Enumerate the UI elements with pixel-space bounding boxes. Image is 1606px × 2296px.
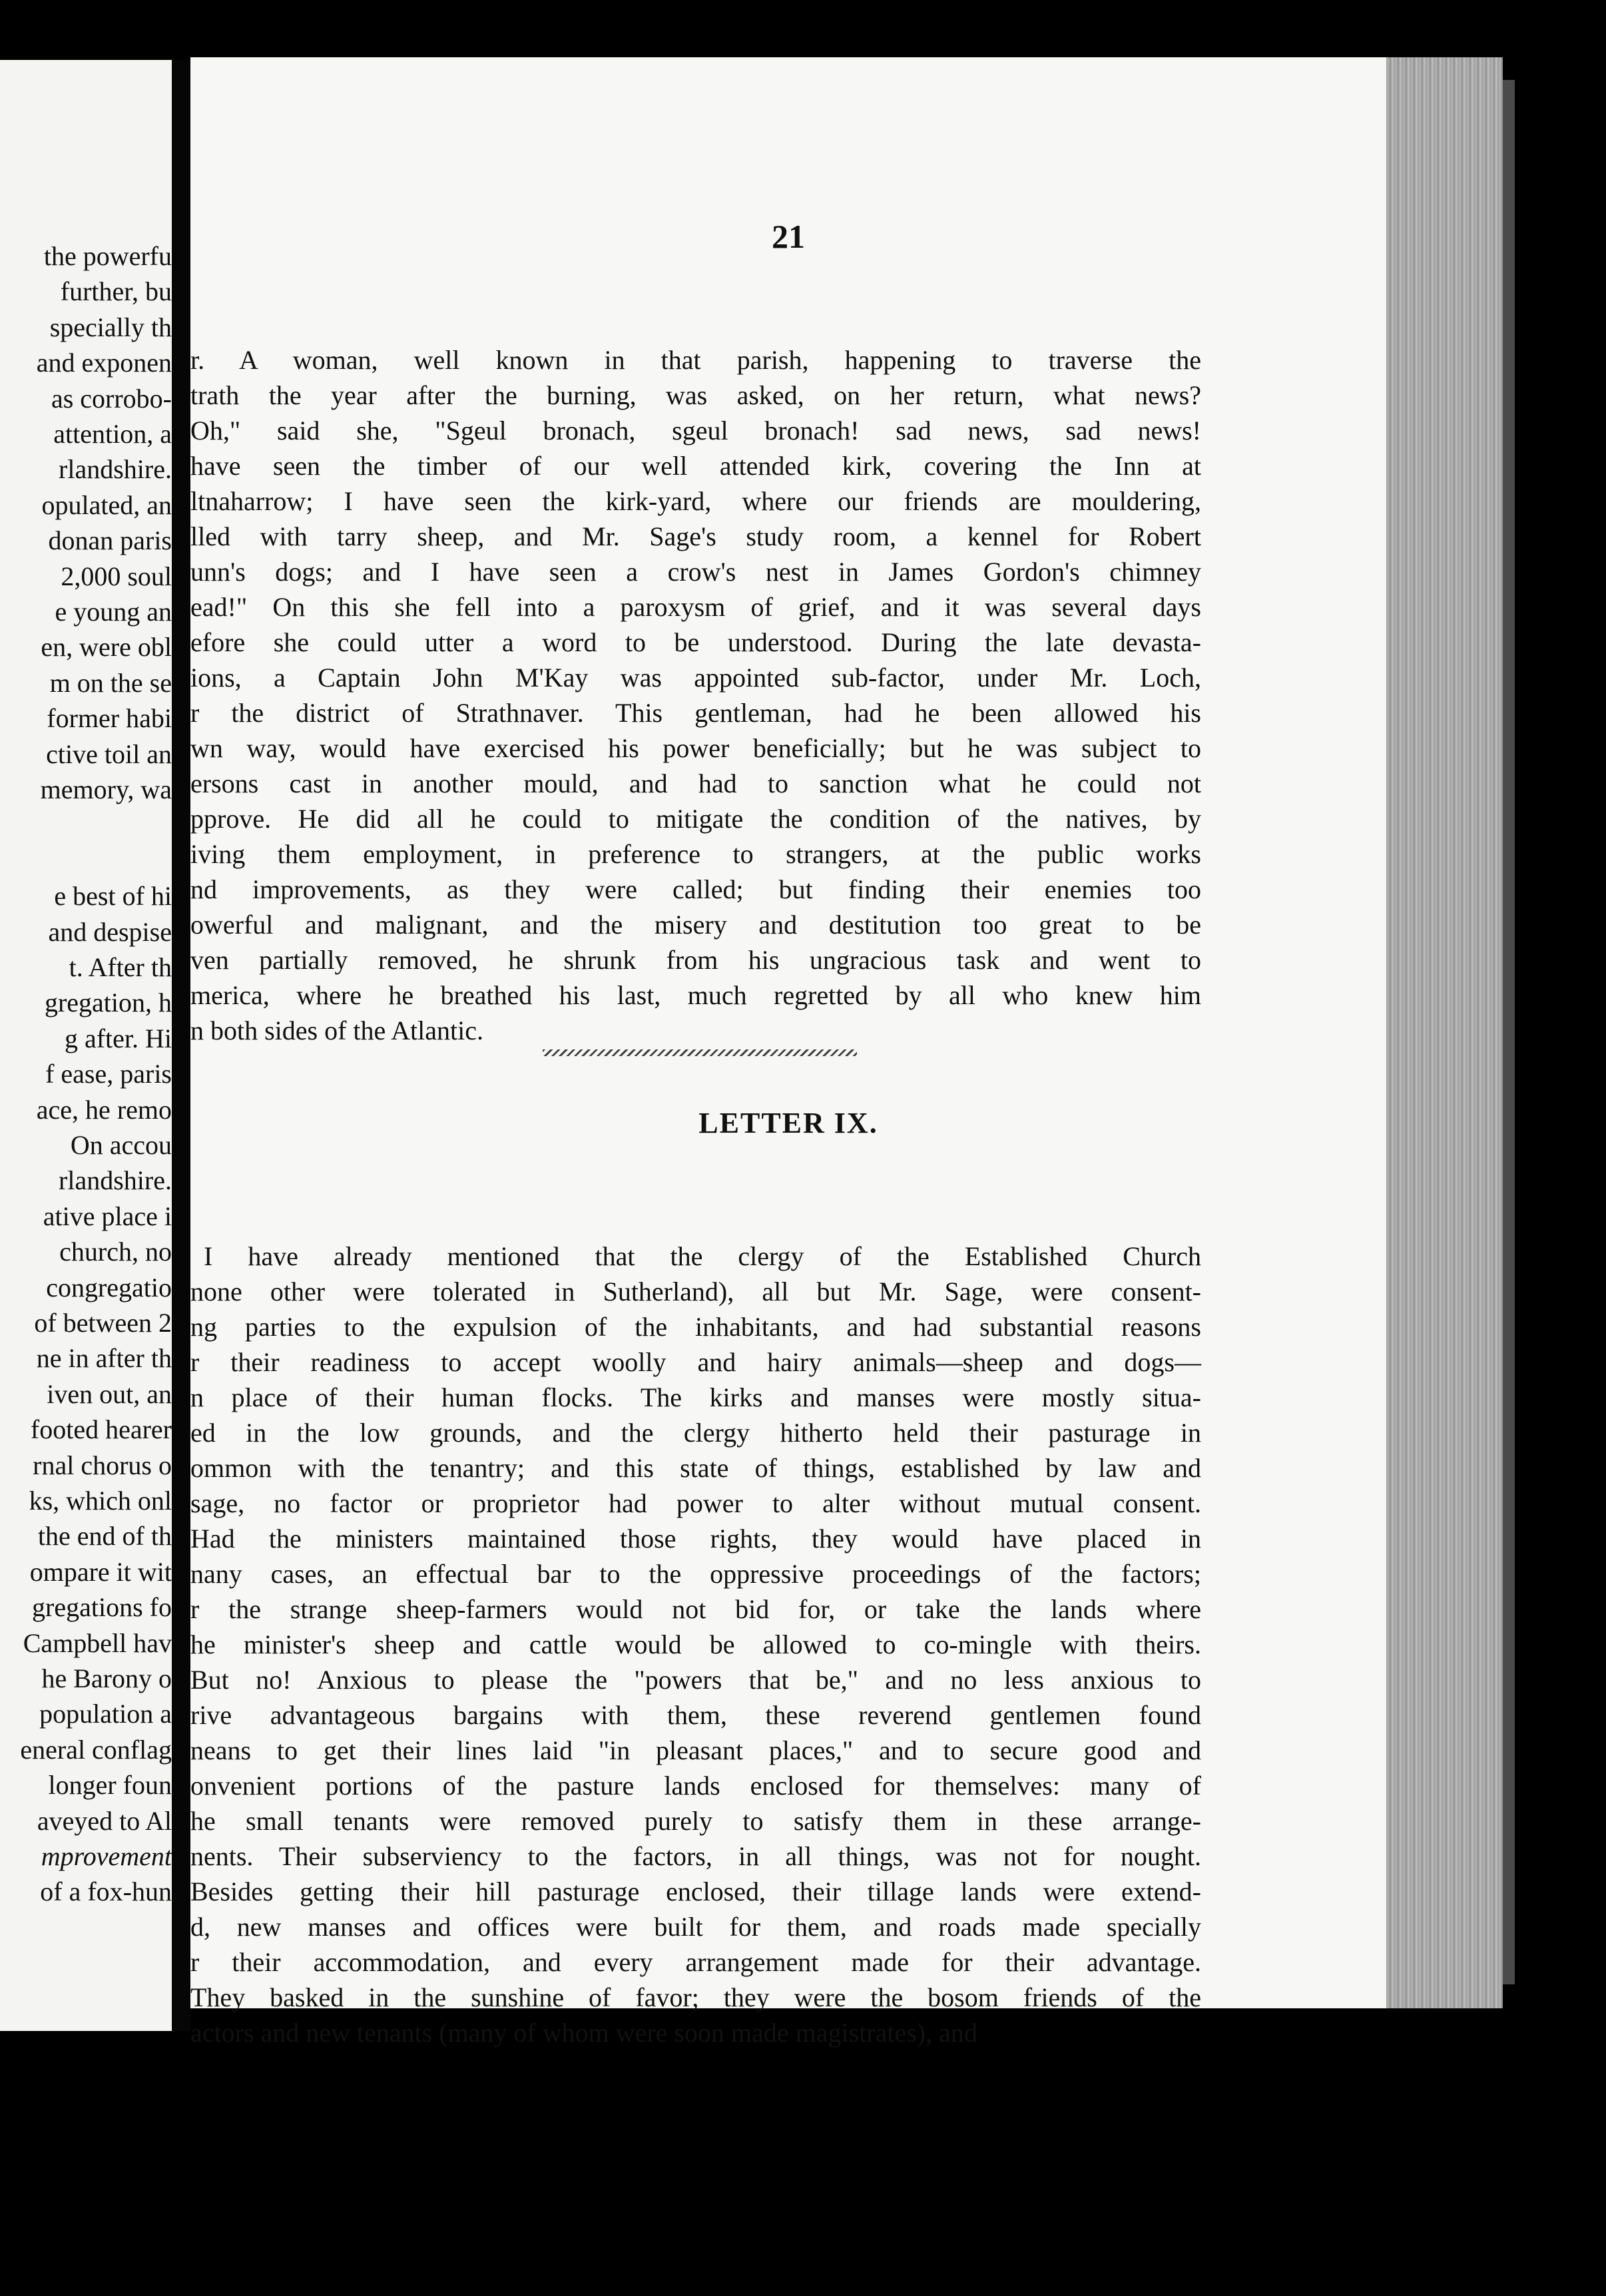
left-page-line: and exponen [36, 348, 172, 378]
text-line: n both sides of the Atlantic. [190, 1015, 483, 1045]
text-line: he minister's sheep and cattle would be allowed to co-mingle with theirs. [190, 1629, 1201, 1659]
left-page-line: ative place i [43, 1201, 172, 1231]
text-line: r the strange sheep-farmers would not bid for, or take the lands where [190, 1594, 1201, 1624]
left-page-line: t. After th [69, 952, 172, 982]
left-page-line: rlandshire. [59, 454, 172, 485]
left-page-line: the powerfu [43, 241, 172, 271]
left-page-line: rnal chorus o [33, 1450, 172, 1480]
left-page-line: further, bu [60, 276, 172, 307]
left-page-line: ompare it wit [29, 1556, 172, 1587]
text-line: But no! Anxious to please the "powers that be," and no less anxious to [190, 1665, 1201, 1695]
text-line: nents. Their subserviency to the factors, in all things, was not for nought. [190, 1841, 1201, 1871]
left-page-line: longer foun [48, 1770, 172, 1801]
text-line: actors and new tenants (many of whom were soon made magistrates), and [190, 2018, 977, 2048]
text-line: ions, a Captain John M'Kay was appointed sub-factor, under Mr. Loch, [190, 663, 1201, 693]
left-page-line: of a fox-hun [40, 1876, 172, 1907]
left-page-line: rlandshire. [59, 1165, 172, 1196]
text-line: r their readiness to accept woolly and hairy animals—sheep and dogs— [190, 1347, 1201, 1377]
text-line: Oh," said she, "Sgeul bronach, sgeul bronach! sad news, sad news! [190, 416, 1201, 445]
text-line: iving them employment, in preference to strangers, at the public works [190, 839, 1201, 869]
left-page-line: specially th [49, 312, 172, 342]
left-page-line: ks, which onl [29, 1486, 172, 1516]
section-divider [543, 1049, 857, 1056]
left-page-fragment [0, 60, 172, 2031]
text-line: sage, no factor or proprietor had power to alter without mutual consent. [190, 1488, 1201, 1518]
left-page-line: g after. Hi [64, 1023, 172, 1053]
text-line: efore she could utter a word to be understood. During the late devasta- [190, 627, 1201, 657]
left-page-line: and despise [48, 916, 172, 947]
left-page-line: 2,000 soul [61, 561, 172, 591]
paragraph-2 [190, 1239, 1201, 2050]
page-number: 21 [772, 218, 805, 255]
left-page-line: Campbell hav [23, 1627, 172, 1658]
left-page-line: en, were obl [41, 632, 172, 663]
text-line: unn's dogs; and I have seen a crow's nest in James Gordon's chimney [190, 557, 1201, 587]
paragraph-1 [190, 342, 1201, 1048]
left-page-line: he Barony o [41, 1663, 172, 1693]
left-page-line: gregations fo [32, 1592, 172, 1623]
text-line: d, new manses and offices were built for them, and roads made specially [190, 1912, 1201, 1942]
left-page-line: ne in after th [36, 1343, 172, 1374]
text-line: he small tenants were removed purely to satisfy them in these arrange- [190, 1806, 1201, 1836]
text-line: Had the ministers maintained those rights, they would have placed in [190, 1524, 1201, 1554]
book-cover-edge [1503, 80, 1515, 1984]
left-page-line: memory, wa [40, 774, 172, 804]
text-line: merica, where he breathed his last, much regretted by all who knew him [190, 980, 1201, 1010]
left-page-line: eneral conflag [20, 1734, 172, 1765]
left-page-line: former habi [47, 703, 172, 734]
left-page-line: On accou [70, 1130, 172, 1160]
text-line: nd improvements, as they were called; but finding their enemies too [190, 874, 1201, 904]
text-line: n place of their human flocks. The kirks and manses were mostly situa- [190, 1382, 1201, 1412]
left-page-line: footed hearer [30, 1414, 172, 1445]
text-line: none other were tolerated in Sutherland), all but Mr. Sage, were consent- [190, 1277, 1201, 1306]
text-line: r. A woman, well known in that parish, happening to traverse the [190, 345, 1201, 375]
text-line: trath the year after the burning, was asked, on her return, what news? [190, 380, 1201, 410]
left-page-line: e young an [55, 597, 172, 627]
right-page [190, 57, 1386, 2048]
left-page-line: aveyed to Al [37, 1805, 172, 1836]
text-line: Besides getting their hill pasturage enclosed, their tillage lands were extend- [190, 1876, 1201, 1906]
left-page-line: of between 2 [34, 1308, 172, 1338]
left-page-line: donan paris [48, 525, 172, 556]
text-line: ommon with the tenantry; and this state of things, established by law and [190, 1453, 1201, 1483]
left-page-line: f ease, paris [45, 1059, 172, 1089]
text-line: r the district of Strathnaver. This gentleman, had he been allowed his [190, 698, 1201, 728]
text-line: owerful and malignant, and the misery and destitution too great to be [190, 910, 1201, 940]
left-page-line: congregatio [46, 1272, 172, 1302]
text-line: ersons cast in another mould, and had to sanction what he could not [190, 768, 1201, 798]
text-line: ed in the low grounds, and the clergy hitherto held their pasturage in [190, 1418, 1201, 1448]
page-edges [1386, 57, 1503, 2008]
text-line: have seen the timber of our well attended kirk, covering the Inn at [190, 451, 1201, 481]
left-page-line: iven out, an [47, 1378, 172, 1409]
text-line: r their accommodation, and every arrangement made for their advantage. [190, 1947, 1201, 1977]
left-page-line: e best of hi [54, 881, 172, 912]
text-line: neans to get their lines laid "in pleasant places," and to secure good and [190, 1735, 1201, 1765]
text-line: ltnaharrow; I have seen the kirk-yard, where our friends are mouldering, [190, 486, 1201, 516]
left-page-line: gregation, h [44, 988, 172, 1018]
text-line: ng parties to the expulsion of the inhabitants, and had substantial reasons [190, 1312, 1201, 1342]
text-line: They basked in the sunshine of favor; they were the bosom friends of the [190, 1982, 1201, 2012]
text-line: onvenient portions of the pasture lands enclosed for themselves: many of [190, 1771, 1201, 1801]
text-line: ven partially removed, he shrunk from his ungracious task and went to [190, 945, 1201, 975]
text-line: rive advantageous bargains with them, these reverend gentlemen found [190, 1700, 1201, 1730]
text-line: pprove. He did all he could to mitigate the condition of the natives, by [190, 804, 1201, 834]
text-line: nany cases, an effectual bar to the oppressive proceedings of the factors; [190, 1559, 1201, 1589]
left-page-line: the end of th [37, 1521, 172, 1552]
left-page-line: church, no [59, 1237, 172, 1267]
text-line: I have already mentioned that the clergy of the Established Church [204, 1241, 1201, 1271]
left-page-line: ace, he remo [36, 1094, 172, 1125]
left-page-line: m on the se [49, 667, 172, 698]
left-page-line: opulated, an [41, 489, 172, 520]
left-page-line: mprovement [41, 1841, 172, 1871]
text-line: wn way, would have exercised his power beneficially; but he was subject to [190, 733, 1201, 763]
letter-heading: LETTER IX. [698, 1107, 878, 1139]
left-page-line: population a [39, 1699, 172, 1729]
left-page-line: ctive toil an [46, 738, 172, 769]
book-gutter [172, 60, 190, 2031]
text-line: lled with tarry sheep, and Mr. Sage's study room, a kennel for Robert [190, 521, 1201, 551]
left-page-line: as corrobo- [51, 383, 172, 414]
text-line: ead!" On this she fell into a paroxysm of grief, and it was several days [190, 592, 1201, 622]
left-page-line: attention, a [53, 419, 172, 449]
